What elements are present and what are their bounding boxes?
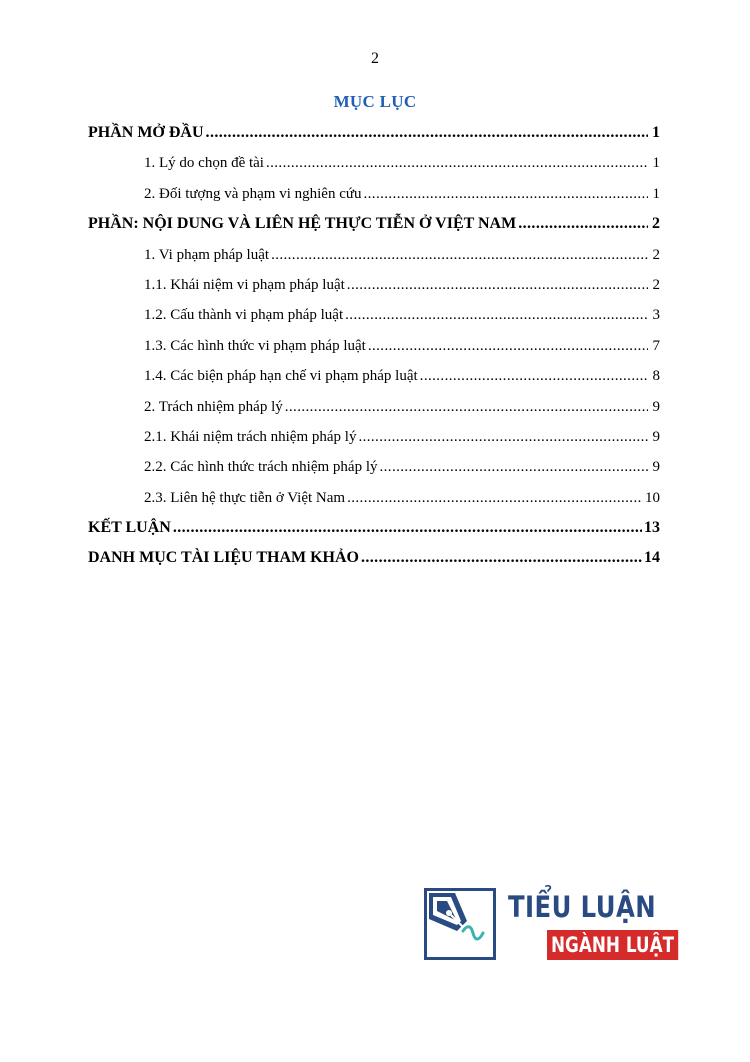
toc-dot-leader	[347, 483, 643, 513]
toc-entry	[88, 148, 660, 178]
toc-dot-leader	[380, 452, 649, 482]
toc-entry-label: DANH MỤC TÀI LIỆU THAM KHẢO	[88, 549, 359, 567]
toc-entry	[88, 392, 660, 422]
toc-dot-leader	[420, 361, 648, 391]
toc-entry-page: 14	[644, 549, 660, 567]
toc-entry-label: PHẦN MỞ ĐẦU	[88, 124, 204, 141]
toc-entry-page: 2	[652, 215, 660, 233]
toc-entry-label: 1.4. Các biện pháp hạn chế vi phạm pháp luật	[144, 368, 418, 385]
toc-entry-label: KẾT LUẬN	[88, 519, 171, 537]
table-of-contents	[88, 118, 660, 574]
toc-dot-leader	[345, 300, 648, 330]
toc-dot-leader	[173, 513, 642, 543]
toc-entry-label: 2.3. Liên hệ thực tiễn ở Việt Nam	[144, 489, 346, 506]
toc-entry-page: 2	[652, 276, 660, 293]
toc-entry-page: 13	[644, 519, 660, 537]
toc-entry-page: 8	[652, 368, 660, 385]
toc-entry	[88, 240, 660, 270]
toc-entry-label: 2. Trách nhiệm pháp lý	[144, 398, 283, 415]
toc-entry-page: 1	[652, 124, 660, 141]
pen-nib-icon	[427, 891, 493, 957]
toc-entry	[88, 331, 660, 361]
logo-text-line2: NGÀNH LUẬT	[547, 930, 678, 960]
toc-dot-leader	[266, 148, 648, 178]
toc-entry-page: 3	[652, 307, 660, 324]
toc-dot-leader	[206, 118, 648, 148]
toc-entry-page: 9	[652, 428, 660, 445]
toc-entry-label: PHẦN: NỘI DUNG VÀ LIÊN HỆ THỰC TIỄN Ở VIỆT NAM	[88, 215, 517, 233]
toc-dot-leader	[518, 209, 648, 239]
toc-entry-page: 2	[652, 246, 660, 263]
toc-entry	[88, 452, 660, 482]
toc-entry-page: 7	[652, 337, 660, 354]
toc-entry-page: 1	[652, 185, 660, 202]
toc-entry-label: 2.1. Khái niệm trách nhiệm pháp lý	[144, 428, 357, 445]
toc-entry-label: 1.1. Khái niệm vi phạm pháp luật	[144, 276, 345, 293]
toc-entry-page: 10	[645, 489, 660, 506]
toc-entry-label: 1.2. Cấu thành vi phạm pháp luật	[144, 307, 344, 324]
toc-entry	[88, 270, 660, 300]
page-number: 2	[371, 50, 379, 67]
toc-entry	[88, 483, 660, 513]
toc-dot-leader	[358, 422, 648, 452]
toc-dot-leader	[347, 270, 648, 300]
toc-entry	[88, 361, 660, 391]
toc-title: MỤC LỤC	[333, 92, 417, 111]
toc-entry-label: 1. Lý do chọn đề tài	[144, 155, 264, 172]
logo-text-line1: TIỂU LUẬN	[508, 890, 657, 924]
toc-dot-leader	[368, 331, 648, 361]
toc-entry	[88, 118, 660, 148]
toc-dot-leader	[271, 240, 648, 270]
toc-entry-page: 1	[652, 155, 660, 172]
toc-entry	[88, 422, 660, 452]
toc-entry-label: 2.2. Các hình thức trách nhiệm pháp lý	[144, 459, 378, 476]
toc-entry-page: 9	[652, 459, 660, 476]
toc-entry	[88, 300, 660, 330]
toc-entry-label: 1.3. Các hình thức vi phạm pháp luật	[144, 337, 366, 354]
logo-icon-box	[424, 888, 496, 960]
logo	[424, 886, 675, 968]
toc-entry	[88, 209, 660, 239]
toc-entry-page: 9	[652, 398, 660, 415]
toc-entry	[88, 513, 660, 543]
toc-dot-leader	[361, 543, 642, 573]
toc-entry-label: 2. Đối tượng và phạm vi nghiên cứu	[144, 185, 362, 202]
toc-entry	[88, 179, 660, 209]
toc-entry-label: 1. Vi phạm pháp luật	[144, 246, 270, 263]
toc-dot-leader	[364, 179, 649, 209]
toc-dot-leader	[285, 392, 648, 422]
toc-entry	[88, 543, 660, 573]
